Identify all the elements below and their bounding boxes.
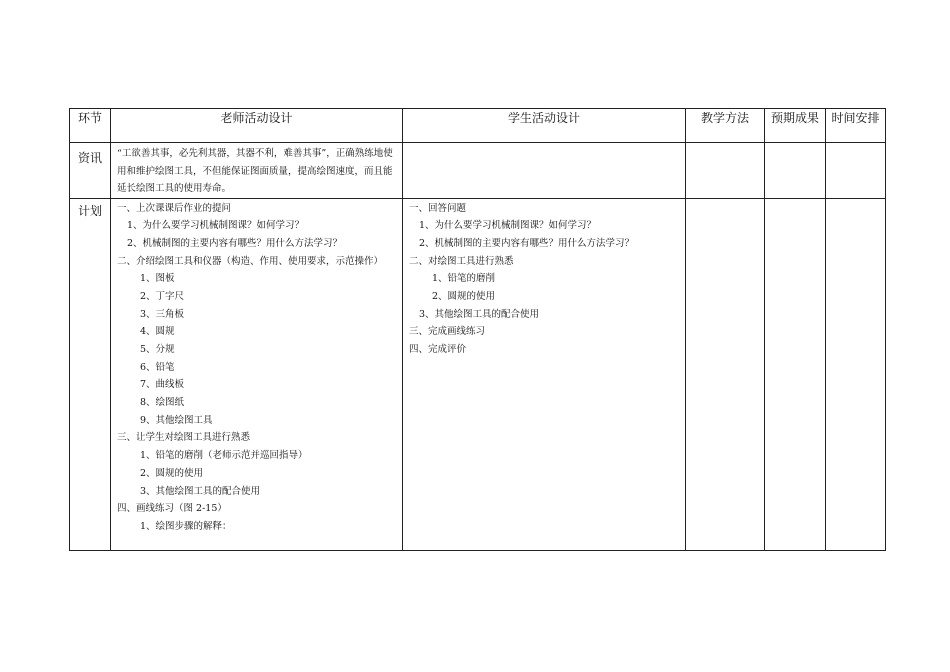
- list-item: 1、绘图步骤的解释：: [140, 520, 232, 532]
- list-item: 6、铅笔: [140, 361, 175, 373]
- section-label-plan: 计划: [70, 198, 111, 550]
- list-item: 2、圆规的使用: [432, 290, 496, 302]
- list-item: 7、曲线板: [140, 379, 185, 391]
- plan-outcome-cell: [765, 198, 826, 550]
- lesson-plan-table: [69, 108, 886, 551]
- list-item: 2、丁字尺: [140, 290, 185, 302]
- list-item: 1、为什么要学习机械制图课？如何学习？: [419, 220, 597, 232]
- list-item: 3、其他绘图工具的配合使用: [419, 308, 540, 320]
- list-item: 2、机械制图的主要内容有哪些？用什么方法学习？: [419, 237, 635, 249]
- info-method-cell: [686, 143, 765, 199]
- info-outcome-cell: [765, 143, 826, 199]
- info-teacher-text: “工欲善其事，必先利其器，其器不利，难善其事”，正确熟练地使用和维护绘图工具，不但能保证图面质量，提高绘图速度，而且能延长绘图工具的使用寿命。: [111, 143, 403, 199]
- plan-time-cell: [826, 198, 886, 550]
- list-item: 三、完成画线练习: [409, 326, 486, 338]
- header-section: 环节: [70, 109, 111, 143]
- list-item: 3、三角板: [140, 308, 185, 320]
- list-item: 1、图板: [140, 273, 175, 285]
- header-expected-outcome: 预期成果: [765, 109, 826, 143]
- info-time-cell: [826, 143, 886, 199]
- list-item: 9、其他绘图工具: [140, 414, 213, 426]
- list-item: 1、铅笔的磨削: [432, 273, 496, 285]
- info-row: [70, 143, 886, 199]
- list-item: 2、机械制图的主要内容有哪些？用什么方法学习？: [127, 237, 343, 249]
- list-item: 二、对绘图工具进行熟悉: [409, 255, 514, 267]
- list-item: 一、回答问题: [409, 202, 467, 214]
- plan-teacher-list: [111, 198, 403, 550]
- plan-row: [70, 198, 886, 550]
- list-item: 5、分规: [140, 344, 175, 356]
- list-item: 四、完成评价: [409, 344, 467, 355]
- header-teacher-activity: 老师活动设计: [111, 109, 403, 143]
- list-item: 2、圆规的使用: [140, 467, 204, 479]
- list-item: 一、上次课课后作业的提问: [117, 202, 232, 214]
- section-label-info: 资讯: [70, 143, 111, 199]
- plan-student-list: [403, 198, 686, 550]
- list-item: 8、绘图纸: [140, 397, 185, 409]
- plan-method-cell: [686, 198, 765, 550]
- header-time-schedule: 时间安排: [826, 109, 886, 143]
- info-student-cell: [403, 143, 686, 199]
- list-item: 1、为什么要学习机械制图课？如何学习？: [127, 220, 305, 232]
- list-item: 二、介绍绘图工具和仪器（构造、作用、使用要求，示范操作）: [117, 255, 384, 267]
- header-student-activity: 学生活动设计: [403, 109, 686, 143]
- header-row: [70, 109, 886, 143]
- list-item: 四、画线练习（图 2-15）: [117, 503, 227, 515]
- list-item: 1、铅笔的磨削（老师示范并巡回指导）: [140, 450, 308, 462]
- list-item: 3、其他绘图工具的配合使用: [140, 485, 261, 497]
- list-item: 4、圆规: [140, 326, 175, 338]
- header-teaching-method: 教学方法: [686, 109, 765, 143]
- list-item: 三、让学生对绘图工具进行熟悉: [117, 432, 251, 444]
